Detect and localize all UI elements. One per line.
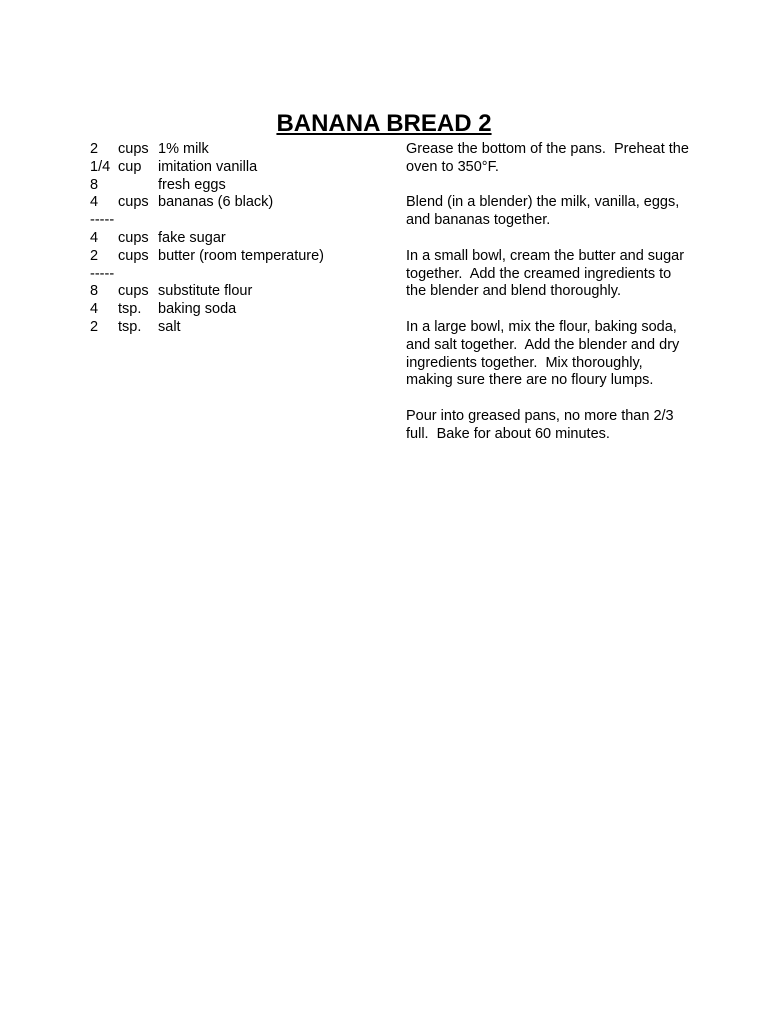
ingredient-qty: 2	[90, 141, 99, 157]
instruction-step: Pour into greased pans, no more than 2/3 full. Bake for about 60 minutes.	[406, 407, 678, 442]
instruction-step: Grease the bottom of the pans. Preheat the oven to 350°F.	[406, 141, 693, 175]
ingredient-unit	[118, 177, 158, 195]
ingredient-row	[90, 283, 390, 301]
ingredient-qty: 8	[90, 283, 99, 300]
ingredient-name: butter (room temperature)	[158, 247, 325, 264]
ingredient-row	[90, 159, 390, 177]
ingredient-qty: 8	[90, 176, 99, 193]
ingredient-qty: 1/4	[90, 158, 111, 175]
ingredient-unit: tsp.	[118, 301, 142, 318]
ingredient-unit: cup	[118, 158, 142, 175]
instruction-list	[406, 141, 691, 461]
ingredient-name: bananas (6 black)	[158, 194, 274, 211]
ingredient-name: substitute flour	[158, 283, 253, 300]
ingredient-divider: -----	[90, 265, 115, 282]
ingredient-name: baking soda	[158, 301, 237, 318]
ingredient-list	[90, 141, 390, 337]
ingredient-row	[90, 301, 390, 319]
instruction-step: In a small bowl, cream the butter and sugar together. Add the creamed ingredients to the blender and blend thoroughly.	[406, 247, 689, 300]
ingredient-name: fake sugar	[158, 229, 226, 246]
instruction-step: Blend (in a blender) the milk, vanilla, eggs, and bananas together.	[406, 194, 684, 229]
ingredient-unit: cups	[118, 229, 149, 246]
ingredient-row	[90, 230, 390, 248]
ingredient-row	[90, 177, 390, 195]
ingredient-row	[90, 319, 390, 337]
ingredient-qty: 4	[90, 194, 99, 211]
ingredient-name: imitation vanilla	[158, 158, 258, 175]
ingredient-qty: 2	[90, 247, 99, 264]
ingredient-divider: -----	[90, 212, 115, 229]
ingredient-name: fresh eggs	[158, 176, 226, 193]
ingredient-unit: tsp.	[118, 318, 142, 335]
ingredient-row	[90, 141, 390, 159]
ingredient-unit: cups	[118, 283, 149, 300]
ingredient-qty: 4	[90, 301, 99, 318]
ingredient-row	[90, 248, 390, 266]
instruction-step: In a large bowl, mix the flour, baking soda, and salt together. Add the blender and dry ingredients together. Mix thoroughly, making sure there are no floury lumps.	[406, 318, 684, 389]
ingredient-qty: 4	[90, 229, 99, 246]
ingredient-unit: cups	[118, 194, 149, 211]
ingredient-name: 1% milk	[158, 141, 209, 157]
ingredient-unit: cups	[118, 141, 149, 157]
ingredient-qty: 2	[90, 318, 99, 335]
ingredient-row	[90, 194, 390, 212]
ingredient-name: salt	[158, 318, 181, 335]
ingredient-unit: cups	[118, 247, 149, 264]
recipe-title: BANANA BREAD 2	[276, 110, 492, 138]
